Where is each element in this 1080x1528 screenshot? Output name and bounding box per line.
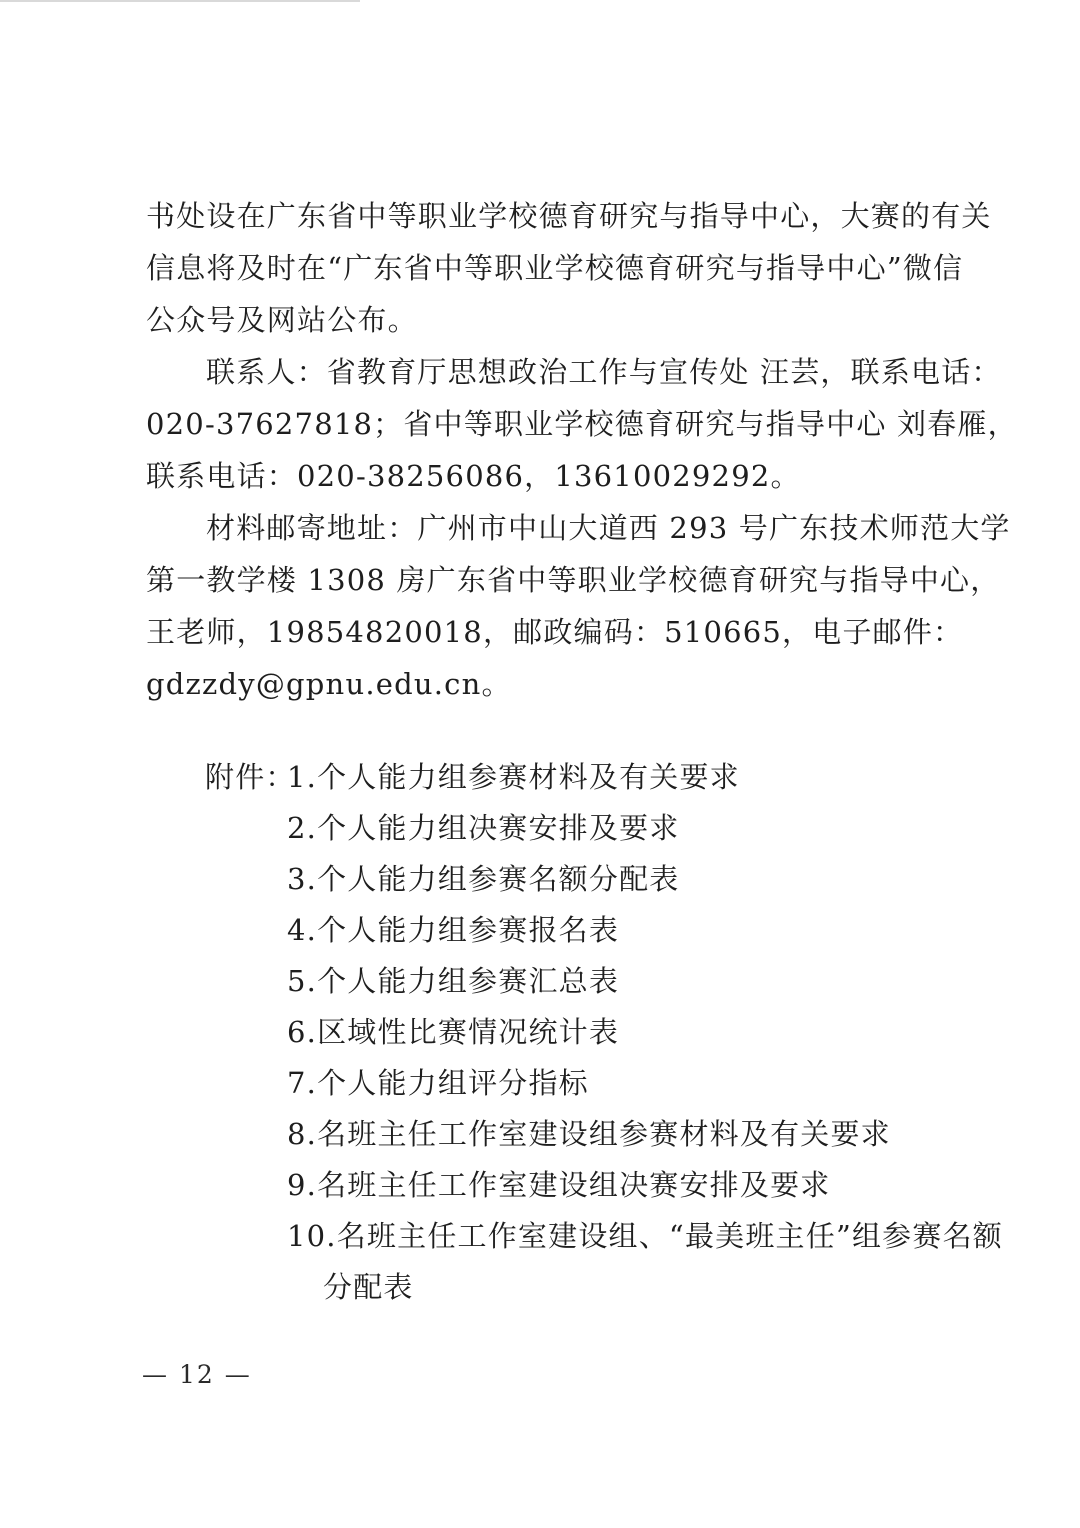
paragraph-line: 材料邮寄地址：广州市中山大道西 293 号广东技术师范大学	[206, 511, 1011, 545]
paragraph-line: 联系电话：020-38256086，13610029292。	[146, 459, 801, 493]
scan-edge-line	[0, 0, 360, 2]
attachment-item: 8.名班主任工作室建设组参赛材料及有关要求	[287, 1117, 891, 1151]
attachment-item: 5.个人能力组参赛汇总表	[287, 964, 620, 998]
paragraph-secretariat	[146, 190, 992, 346]
paragraph-line: 联系人：省教育厅思想政治工作与宣传处 汪芸，联系电话：	[206, 355, 1002, 389]
attachment-item: 3.个人能力组参赛名额分配表	[287, 862, 680, 896]
attachment-item: 2.个人能力组决赛安排及要求	[287, 811, 680, 845]
attachment-item	[205, 752, 965, 803]
attachment-item: 6.区域性比赛情况统计表	[287, 1015, 620, 1049]
paragraph-mailing-address	[146, 502, 1011, 710]
paragraph-contacts	[146, 346, 1018, 502]
attachment-item: 9.名班主任工作室建设组决赛安排及要求	[287, 1168, 831, 1202]
attachment-item: 10.名班主任工作室建设组、“最美班主任”组参赛名额	[287, 1219, 1003, 1253]
attachment-item: 7.个人能力组评分指标	[287, 1066, 589, 1100]
email-line: gdzzdy@gpnu.edu.cn。	[146, 667, 512, 701]
paragraph-line: 王老师，19854820018，邮政编码：510665，电子邮件：	[146, 615, 964, 649]
paragraph-line: 020-37627818；省中等职业学校德育研究与指导中心 刘春雁，	[146, 407, 1018, 441]
attachments-label: 附件：	[205, 760, 296, 794]
paragraph-line: 信息将及时在“广东省中等职业学校德育研究与指导中心”微信	[146, 251, 964, 285]
attachments-list	[205, 752, 1003, 1313]
attachment-item-continuation: 分配表	[323, 1270, 414, 1304]
paragraph-line: 公众号及网站公布。	[146, 303, 418, 337]
paragraph-line: 第一教学楼 1308 房广东省中等职业学校德育研究与指导中心，	[146, 563, 1001, 597]
paragraph-line: 书处设在广东省中等职业学校德育研究与指导中心，大赛的有关	[146, 199, 992, 233]
page-number: — 12 —	[142, 1360, 252, 1389]
attachment-title: 1.个人能力组参赛材料及有关要求	[287, 760, 740, 794]
attachment-item: 4.个人能力组参赛报名表	[287, 913, 620, 947]
